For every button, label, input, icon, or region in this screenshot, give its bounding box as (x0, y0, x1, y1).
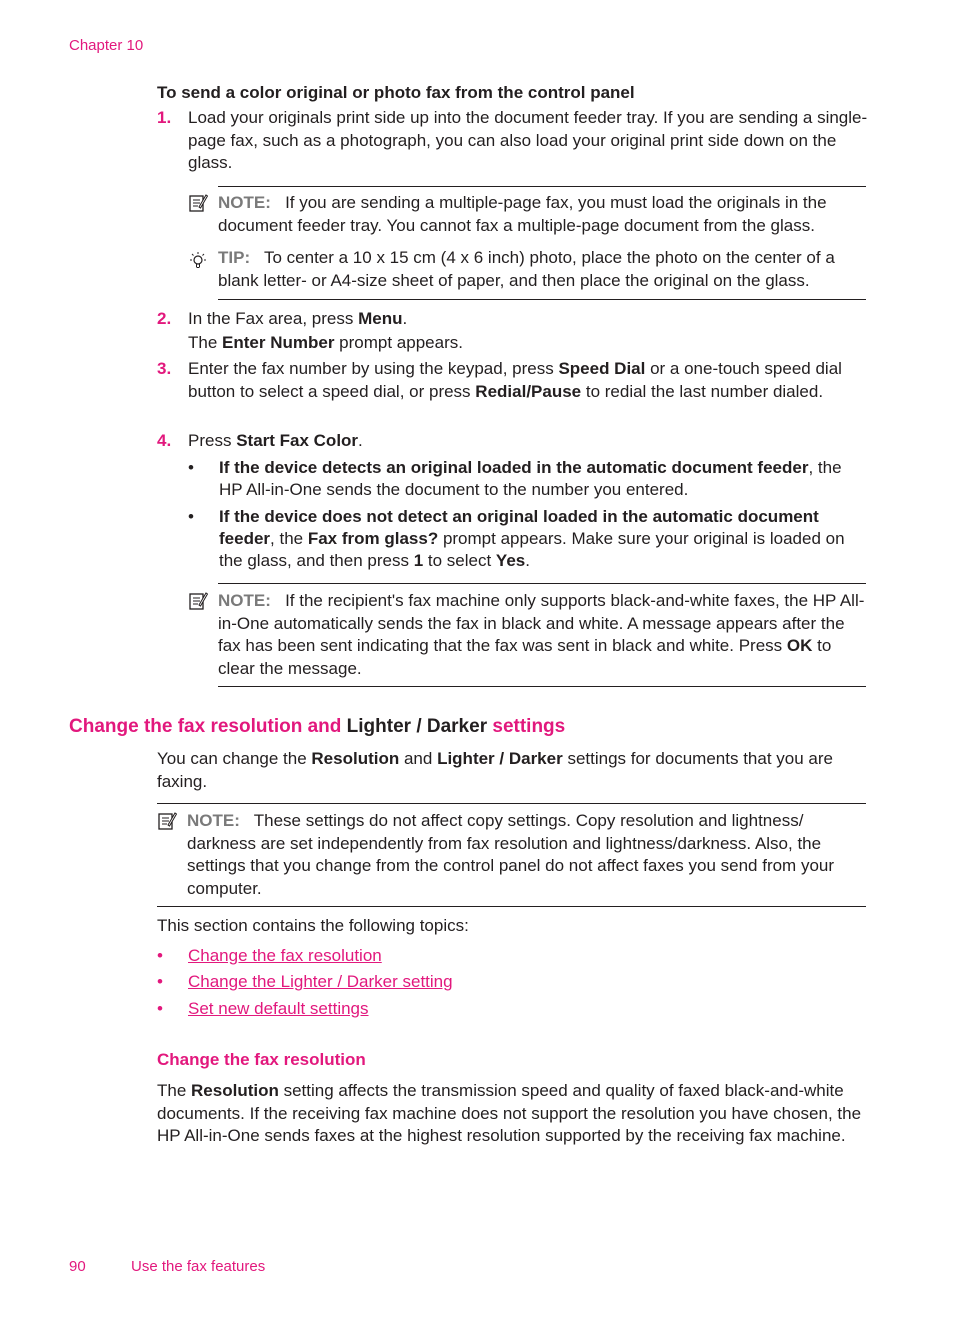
step-3 (157, 358, 869, 403)
step-number: 1. (157, 108, 172, 127)
note-label: NOTE: (218, 193, 271, 212)
note-2: NOTE: If the recipient's fax machine only supports black-and-white faxes, the HP All-in-One automatically sends the fax in black and white. A message appears after the fax has been sent indicating that the fax was sent in black and white. Press OK to clear the message. (218, 591, 865, 678)
link-change-fax-resolution[interactable]: Change the fax resolution (188, 946, 382, 965)
bullet-item: • If the device does not detect an original loaded in the automatic document feeder, the Fax from glass? prompt appears. Make sure your original is loaded on the glass, and then press 1 to select Yes. (188, 507, 845, 570)
step-text: Press Start Fax Color. (188, 431, 363, 450)
bullet-item: • If the device detects an original loaded in the automatic document feeder, the HP All-in-One sends the document to the number you entered. (188, 458, 842, 499)
note-icon (188, 193, 208, 213)
step-1 (157, 107, 869, 175)
note-1 (218, 192, 868, 237)
section-heading: Change the fax resolution and Lighter / Darker settings (69, 716, 566, 737)
subsection-heading: Change the fax resolution (157, 1050, 366, 1069)
tip-text: To center a 10 x 15 cm (4 x 6 inch) photo, place the photo on the center of a blank letter- or A4-size sheet of paper, and then place the original on the glass. (218, 248, 835, 290)
footer-section-name: Use the fax features (131, 1258, 266, 1275)
step-4 (157, 430, 869, 453)
procedure-title: To send a color original or photo fax from the control panel (157, 83, 635, 102)
section-intro: You can change the Resolution and Lighter / Darker settings for documents that you are faxing. (157, 749, 833, 791)
step-number: 4. (157, 431, 172, 450)
note-icon (188, 591, 208, 611)
note-text: If you are sending a multiple-page fax, you must load the originals in the document feeder tray. You cannot fax a multiple-page document from the glass. (218, 193, 827, 235)
step-text: In the Fax area, press Menu. The Enter Number prompt appears. (188, 309, 463, 352)
tip-lightbulb-icon (188, 251, 208, 271)
chapter-label: Chapter 10 (69, 37, 144, 54)
topics-intro: This section contains the following topics: (157, 916, 469, 935)
step-text: Load your originals print side up into the document feeder tray. If you are sending a single-page fax, such as a photograph, you can also load your original print side down on the glass. (188, 108, 868, 172)
subsection-text: The Resolution setting affects the transmission speed and quality of faxed black-and-white documents. If the receiving fax machine does not support the resolution you have chosen, the HP All-in-One sends faxes at the highest resolution supported by the receiving fax machine. (157, 1081, 862, 1145)
page-number: 90 (69, 1258, 86, 1275)
step-2 (157, 308, 869, 354)
link-set-new-defaults[interactable]: Set new default settings (188, 999, 369, 1018)
step-text: Enter the fax number by using the keypad, press Speed Dial or a one-touch speed dial button to select a speed dial, or press Redial/Pause to redial the last number dialed. (188, 359, 842, 401)
step-number: 3. (157, 359, 172, 378)
step-number: 2. (157, 309, 172, 328)
tip-1 (218, 247, 868, 292)
tip-label: TIP: (218, 248, 251, 267)
link-change-lighter-darker[interactable]: Change the Lighter / Darker setting (188, 972, 453, 991)
note-icon (157, 811, 177, 831)
note-3: NOTE: These settings do not affect copy settings. Copy resolution and lightness/ darkness are set independently from fax resolution and lightness/darkness. Also, the settings that you change from the control panel do not affect faxes you send from your computer. (187, 811, 835, 898)
